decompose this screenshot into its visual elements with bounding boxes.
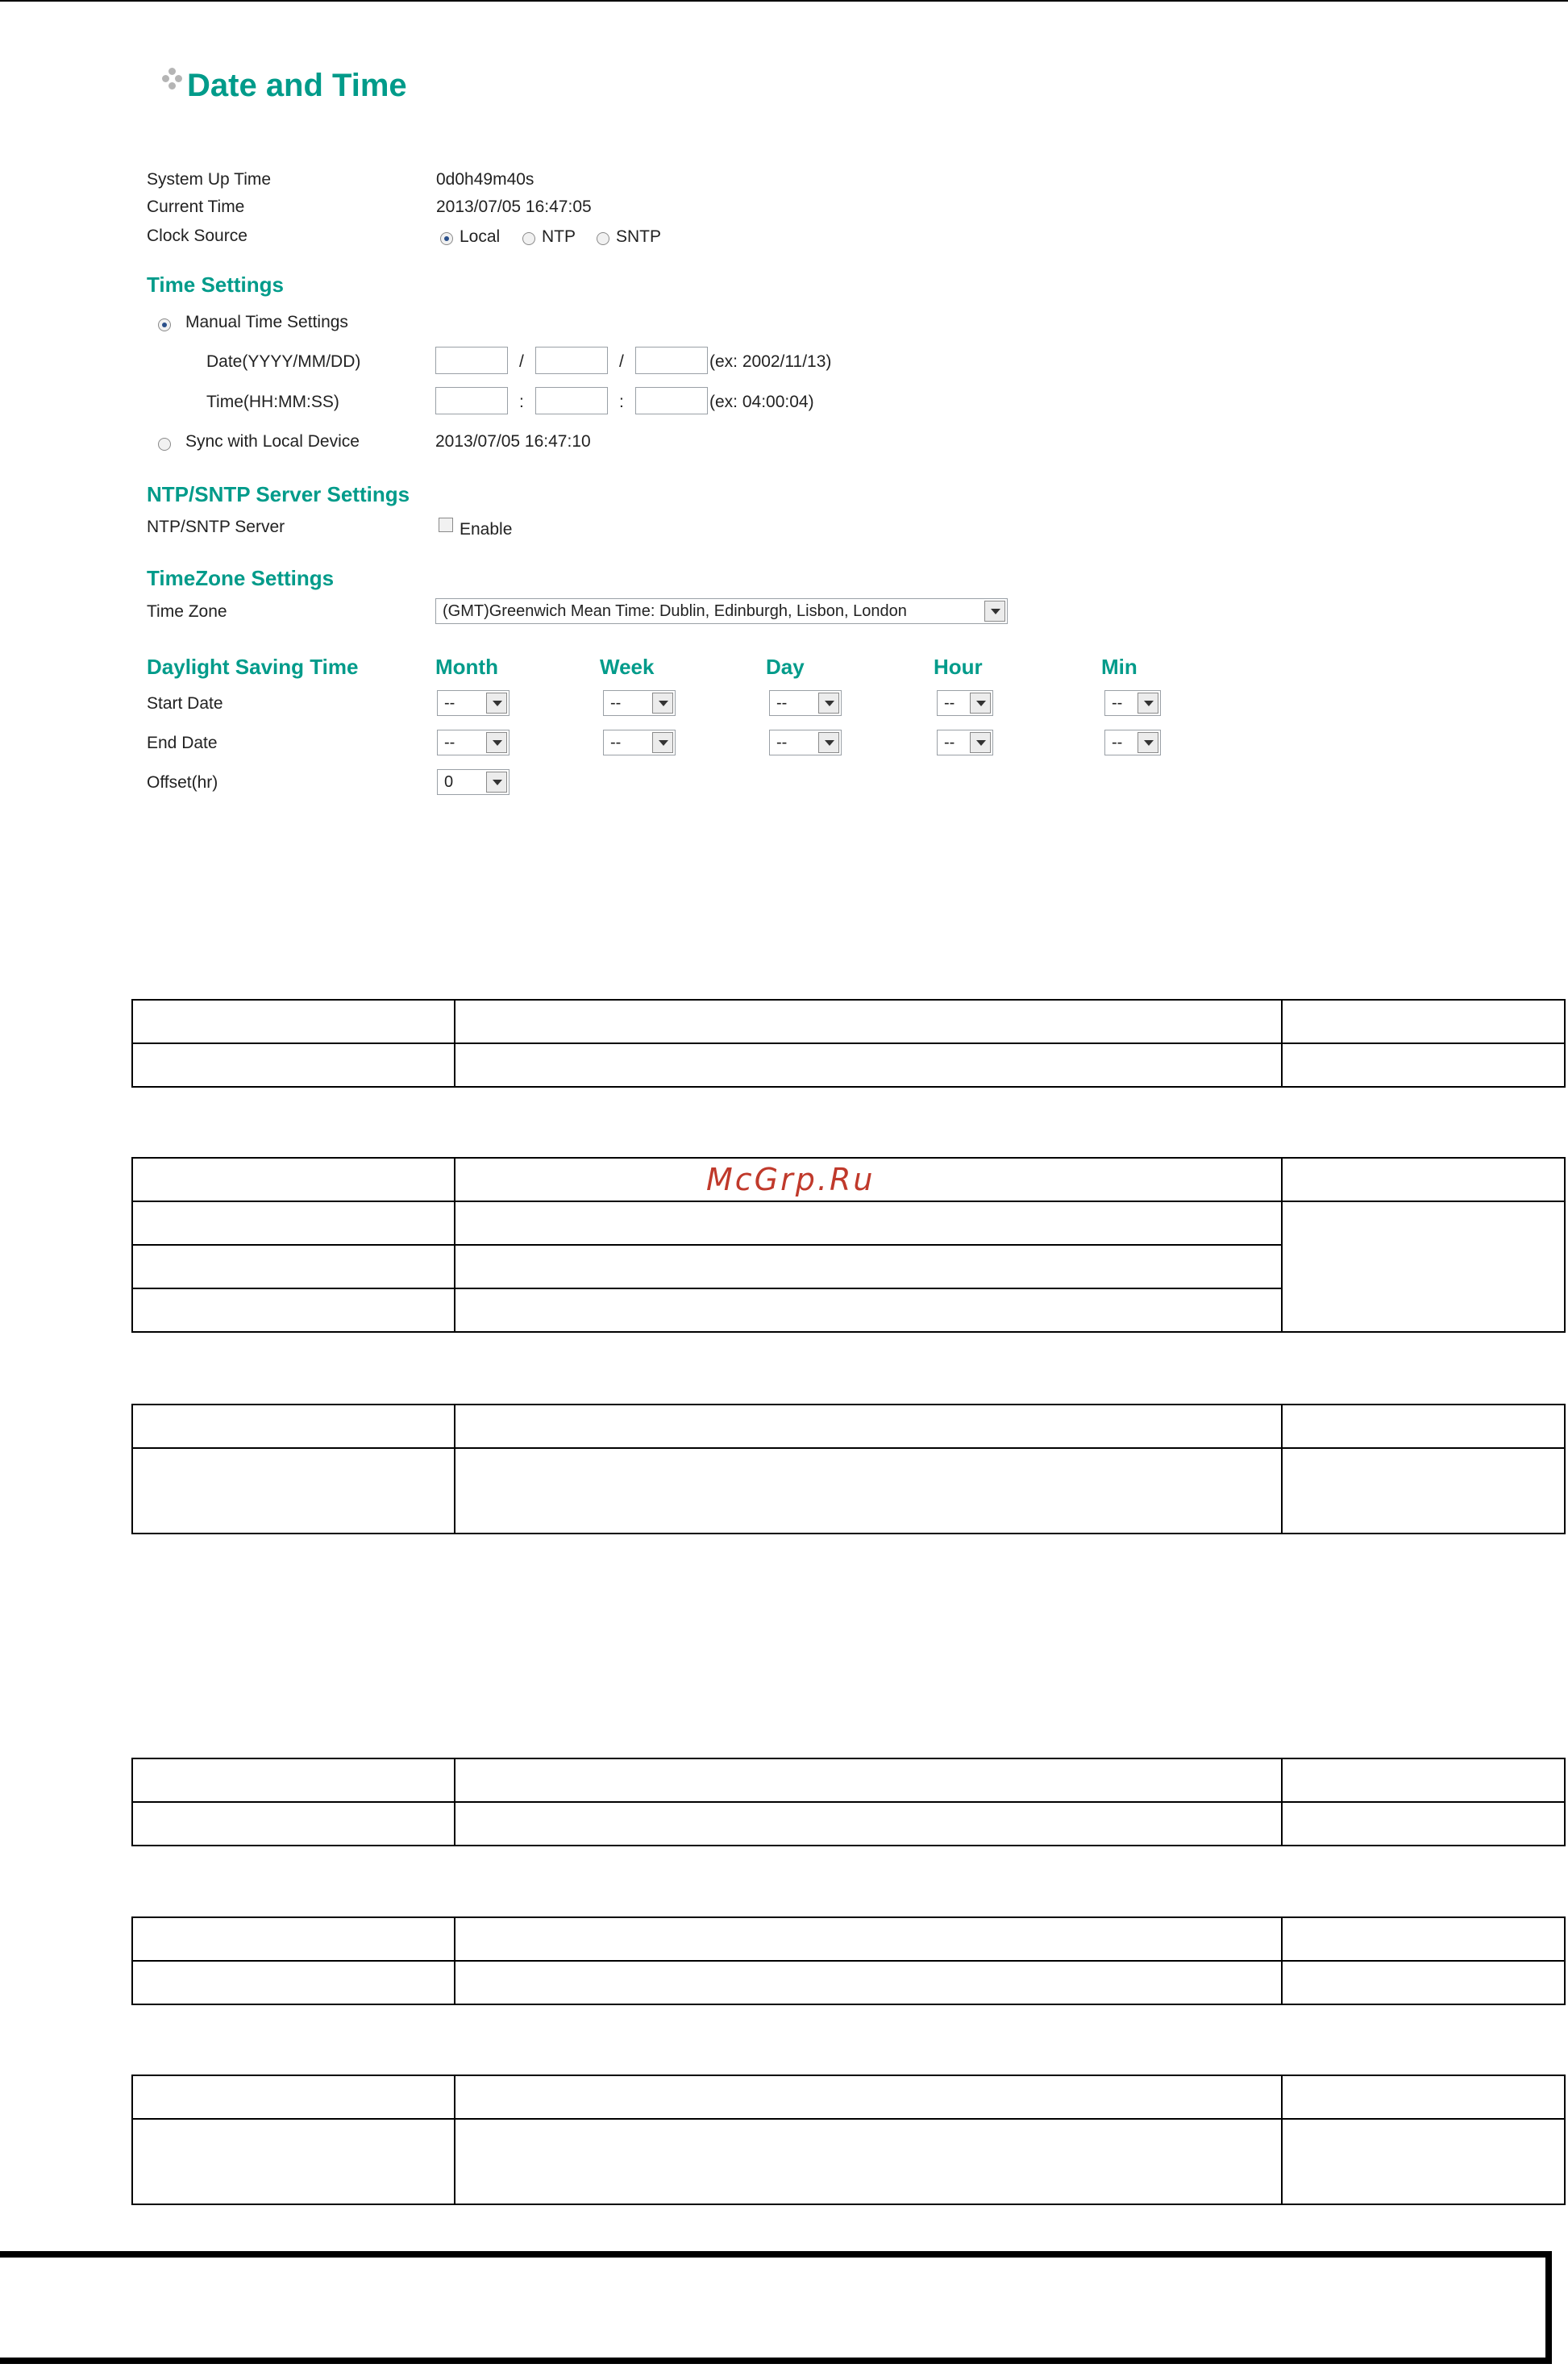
- table-cell: [132, 2119, 455, 2204]
- table-cell: [1282, 1405, 1565, 1448]
- dst-column-week: Week: [600, 655, 655, 679]
- table-cell: [132, 1245, 455, 1288]
- select-value: --: [1112, 734, 1123, 751]
- table-cell: [132, 1000, 455, 1043]
- table-cell: [1282, 1758, 1565, 1802]
- table-cell: [455, 1288, 1282, 1332]
- timezone-heading: TimeZone Settings: [147, 566, 335, 590]
- table-cell: [132, 1158, 455, 1201]
- dst-end-hour-select[interactable]: [937, 730, 993, 755]
- ntp-server-label: NTP/SNTP Server: [147, 518, 285, 536]
- table-cell: [455, 2119, 1282, 2204]
- select-value: --: [776, 694, 788, 712]
- current-time-label: Current Time: [147, 198, 245, 216]
- select-value: --: [776, 734, 788, 751]
- table-cell: [132, 1961, 455, 2004]
- table-cell: [455, 1000, 1282, 1043]
- date-year-input[interactable]: [435, 347, 508, 374]
- clock-source-ntp-label: NTP: [542, 227, 576, 246]
- table-cell: [455, 1448, 1282, 1534]
- chevron-down-icon: [984, 601, 1005, 622]
- time-second-input[interactable]: [635, 387, 708, 414]
- dst-end-month-select[interactable]: [437, 730, 509, 755]
- table-cell: [1282, 2075, 1565, 2119]
- timezone-select-value: (GMT)Greenwich Mean Time: Dublin, Edinburgh, Lisbon, London: [443, 602, 907, 620]
- ntp-enable-label: Enable: [460, 520, 513, 539]
- clock-source-sntp-label: SNTP: [616, 227, 662, 246]
- table-cell: [132, 1201, 455, 1245]
- select-value: 0: [444, 773, 454, 791]
- table-cell: [455, 1405, 1282, 1448]
- table-cell: [455, 1802, 1282, 1846]
- dst-column-day: Day: [766, 655, 805, 679]
- chevron-down-icon: [818, 693, 839, 714]
- table-cell: [132, 1802, 455, 1846]
- ntp-settings-heading: NTP/SNTP Server Settings: [147, 482, 410, 506]
- sync-local-radio[interactable]: [158, 438, 171, 451]
- table-cell: [455, 2075, 1282, 2119]
- select-value: --: [610, 734, 622, 751]
- date-day-input[interactable]: [635, 347, 708, 374]
- page-title: Date and Time: [187, 68, 407, 103]
- time-label: Time(HH:MM:SS): [206, 393, 339, 411]
- table-cell: [1282, 1158, 1565, 1201]
- chevron-down-icon: [970, 732, 991, 753]
- dst-end-min-select[interactable]: [1104, 730, 1161, 755]
- dst-end-day-select[interactable]: [769, 730, 842, 755]
- select-value: --: [610, 694, 622, 712]
- table-cell: [455, 1043, 1282, 1087]
- title-dots-icon: [162, 68, 186, 100]
- sync-local-label: Sync with Local Device: [185, 432, 360, 451]
- manual-time-radio[interactable]: [158, 318, 171, 331]
- table-cell: [455, 1917, 1282, 1961]
- timezone-select[interactable]: [435, 598, 1008, 624]
- table-cell: [1282, 1448, 1565, 1534]
- time-hour-input[interactable]: [435, 387, 508, 414]
- clock-source-local-label: Local: [460, 227, 501, 246]
- manual-time-label: Manual Time Settings: [185, 313, 348, 331]
- time-separator-1: :: [519, 393, 524, 411]
- dst-start-hour-select[interactable]: [937, 690, 993, 716]
- ntp-enable-checkbox[interactable]: [439, 518, 453, 532]
- table-cell: [455, 1201, 1282, 1245]
- dst-column-min: Min: [1101, 655, 1138, 679]
- watermark: McGrp.Ru: [706, 1162, 876, 1197]
- dst-start-label: Start Date: [147, 694, 223, 713]
- footer-box: [0, 2251, 1552, 2364]
- table-cell: [455, 1758, 1282, 1802]
- system-up-time-value: 0d0h49m40s: [436, 170, 534, 189]
- doc-table-5: [131, 1916, 1566, 2005]
- select-value: --: [444, 734, 455, 751]
- table-cell: [1282, 1000, 1565, 1043]
- current-time-value: 2013/07/05 16:47:05: [436, 198, 592, 216]
- timezone-label: Time Zone: [147, 602, 227, 621]
- chevron-down-icon: [486, 693, 507, 714]
- chevron-down-icon: [818, 732, 839, 753]
- table-cell: [132, 1405, 455, 1448]
- table-cell: [132, 1758, 455, 1802]
- table-cell: [1282, 1961, 1565, 2004]
- sync-local-value: 2013/07/05 16:47:10: [435, 432, 591, 451]
- clock-source-local-radio[interactable]: [440, 232, 453, 245]
- time-minute-input[interactable]: [535, 387, 608, 414]
- doc-table-6: [131, 2075, 1566, 2205]
- doc-table-3: [131, 1404, 1566, 1534]
- dst-offset-label: Offset(hr): [147, 773, 218, 792]
- dst-start-min-select[interactable]: [1104, 690, 1161, 716]
- table-cell: [455, 1245, 1282, 1288]
- dst-start-day-select[interactable]: [769, 690, 842, 716]
- table-cell: [132, 1043, 455, 1087]
- table-cell: [132, 1448, 455, 1534]
- dst-end-label: End Date: [147, 734, 218, 752]
- date-label: Date(YYYY/MM/DD): [206, 352, 361, 371]
- dst-column-hour: Hour: [934, 655, 983, 679]
- table-cell: [1282, 1802, 1565, 1846]
- clock-source-label: Clock Source: [147, 227, 247, 245]
- dst-end-week-select[interactable]: [603, 730, 676, 755]
- table-cell: [132, 2075, 455, 2119]
- dst-start-week-select[interactable]: [603, 690, 676, 716]
- table-cell: [132, 1917, 455, 1961]
- dst-heading: Daylight Saving Time: [147, 655, 359, 679]
- top-rule: [0, 0, 1568, 2]
- table-cell: [1282, 1043, 1565, 1087]
- chevron-down-icon: [486, 732, 507, 753]
- table-cell: [1282, 1201, 1565, 1332]
- table-cell: [455, 1961, 1282, 2004]
- time-separator-2: :: [619, 393, 624, 411]
- chevron-down-icon: [970, 693, 991, 714]
- select-value: --: [1112, 694, 1123, 712]
- doc-table-1: [131, 999, 1566, 1088]
- date-separator-2: /: [619, 352, 624, 371]
- table-cell: [132, 1288, 455, 1332]
- date-example: (ex: 2002/11/13): [709, 352, 832, 371]
- chevron-down-icon: [652, 732, 673, 753]
- doc-table-4: [131, 1758, 1566, 1846]
- chevron-down-icon: [1138, 693, 1158, 714]
- time-example: (ex: 04:00:04): [709, 393, 814, 411]
- select-value: --: [444, 694, 455, 712]
- clock-source-ntp-radio[interactable]: [522, 232, 535, 245]
- dst-start-month-select[interactable]: [437, 690, 509, 716]
- system-up-time-label: System Up Time: [147, 170, 272, 189]
- select-value: --: [944, 694, 955, 712]
- dst-offset-select[interactable]: [437, 769, 509, 795]
- date-month-input[interactable]: [535, 347, 608, 374]
- dst-column-month: Month: [435, 655, 498, 679]
- chevron-down-icon: [486, 772, 507, 793]
- chevron-down-icon: [652, 693, 673, 714]
- clock-source-sntp-radio[interactable]: [597, 232, 609, 245]
- time-settings-heading: Time Settings: [147, 273, 285, 297]
- date-separator-1: /: [519, 352, 524, 371]
- table-cell: [1282, 1917, 1565, 1961]
- table-cell: [1282, 2119, 1565, 2204]
- chevron-down-icon: [1138, 732, 1158, 753]
- select-value: --: [944, 734, 955, 751]
